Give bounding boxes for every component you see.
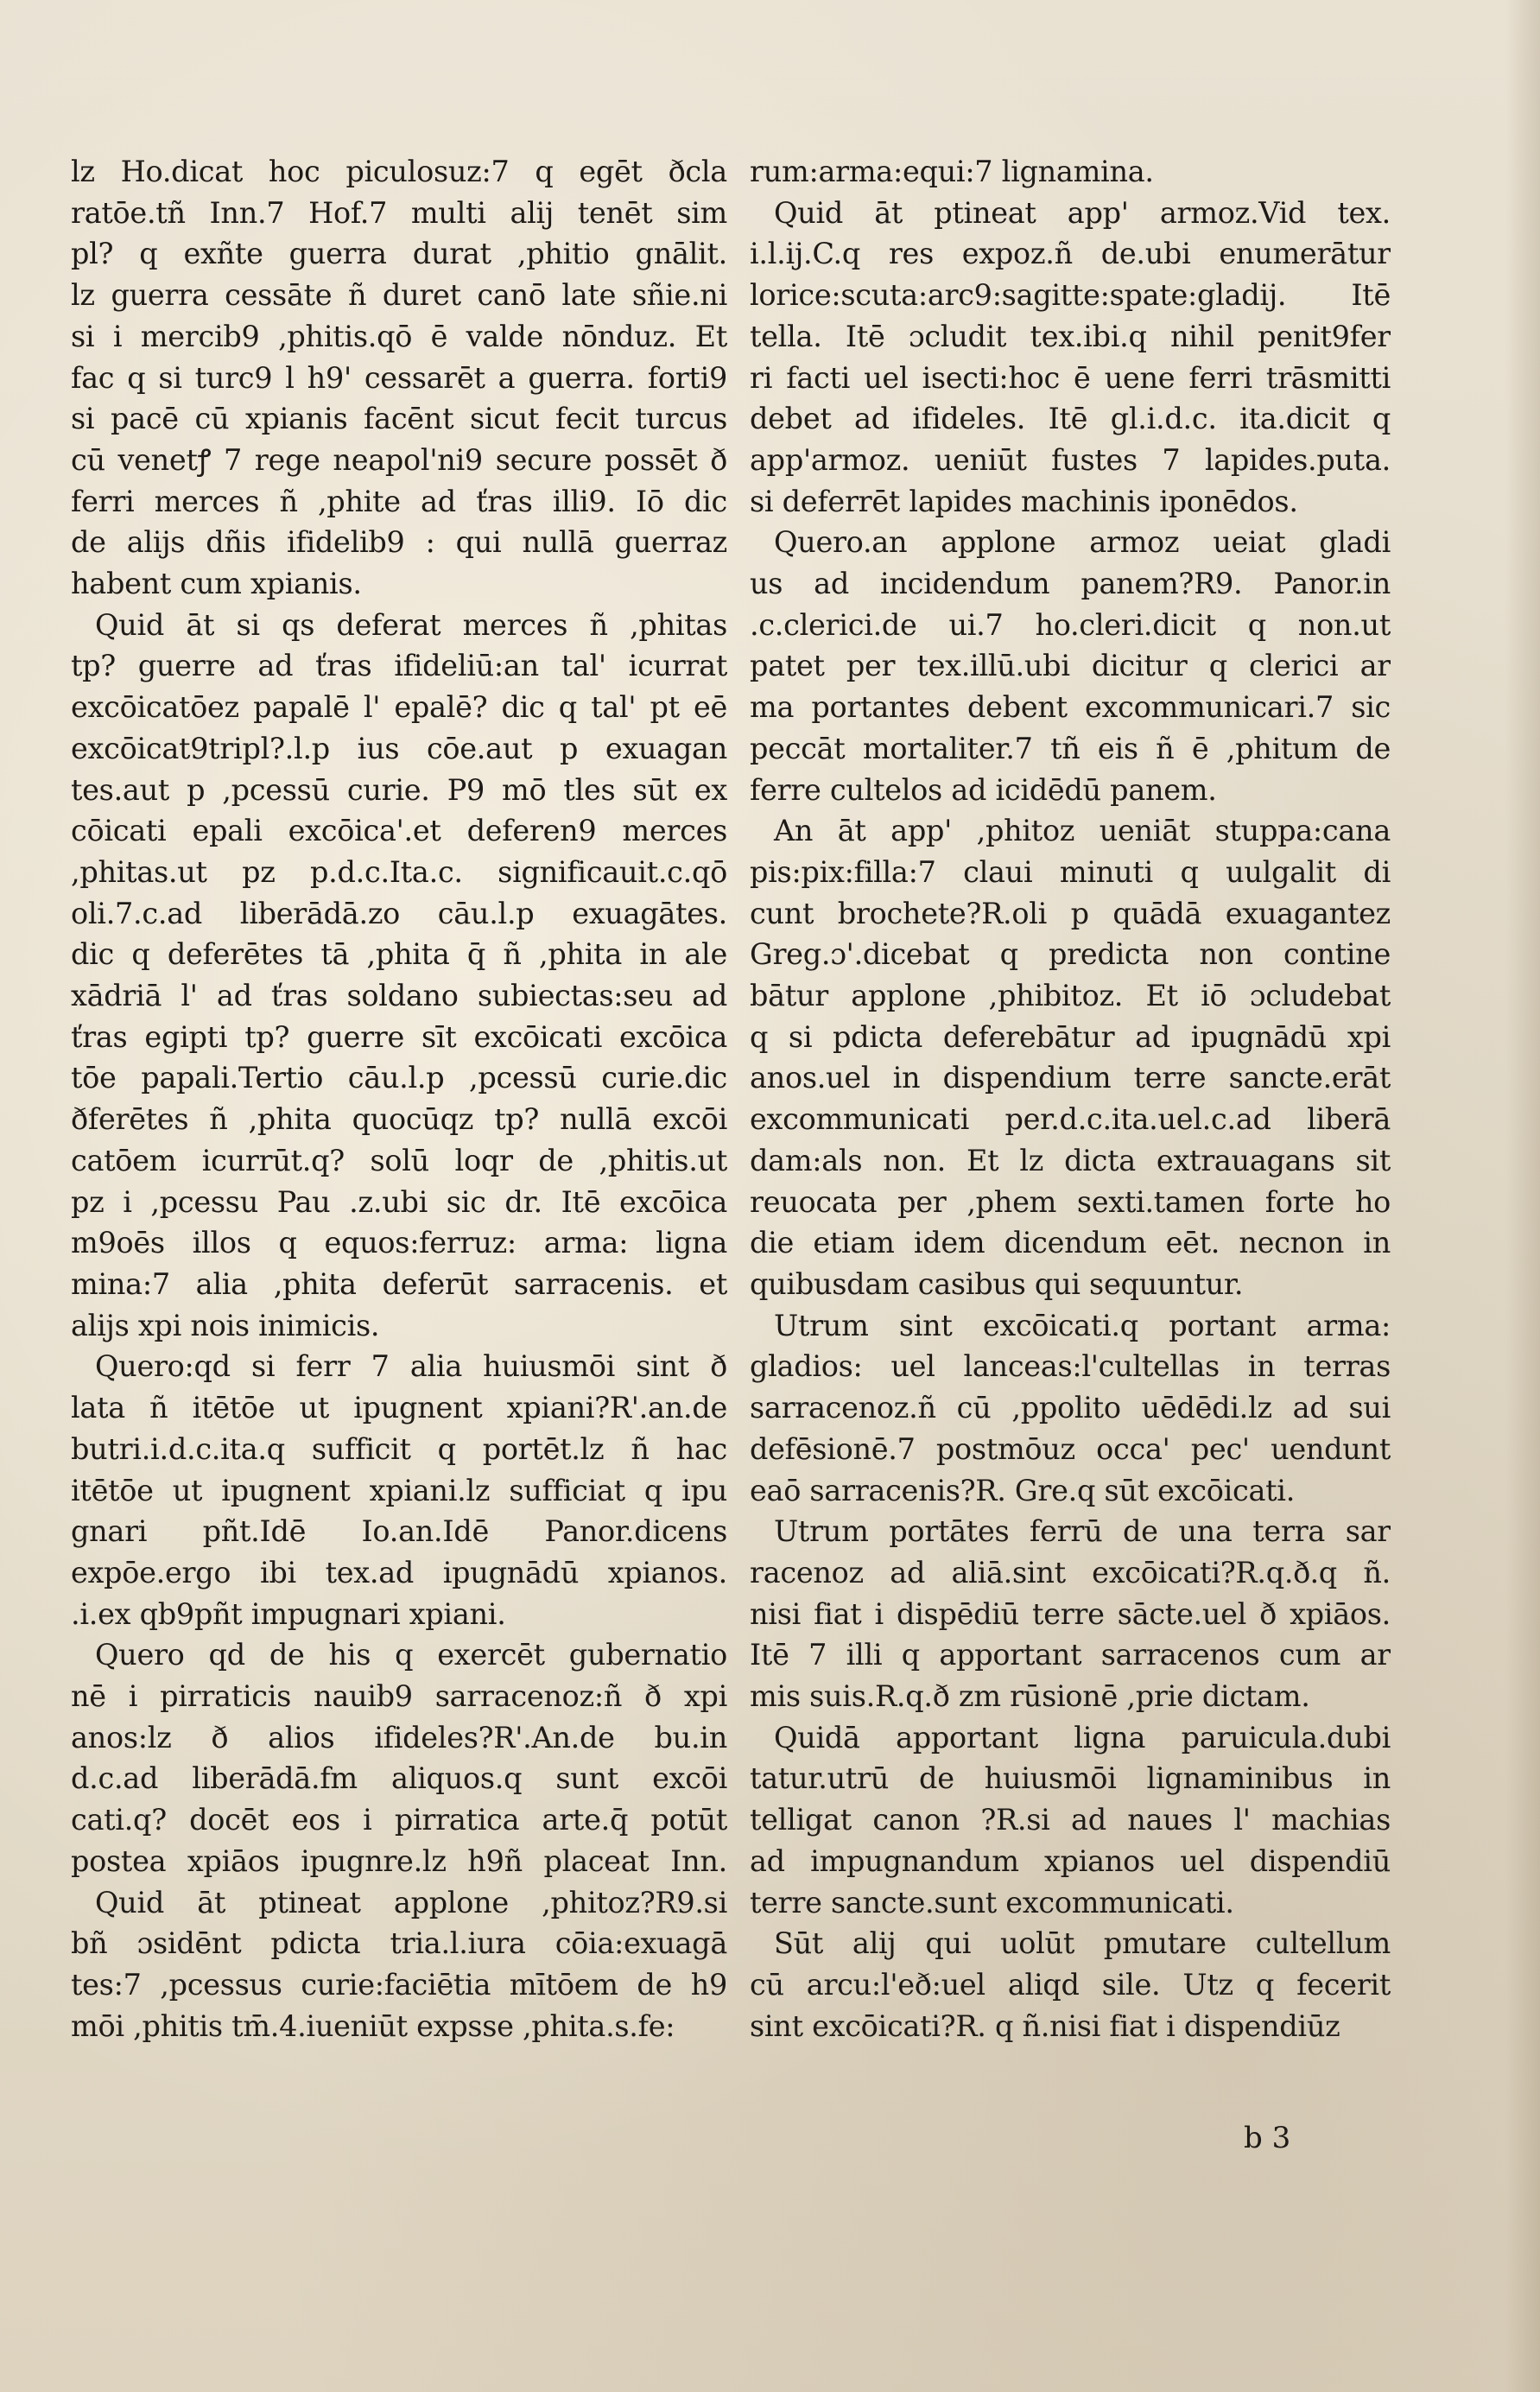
- left-column-line: Quero:qd si ferr 7 alia huiusmōi sint ð: [95, 1349, 727, 1384]
- left-column-line: tes.aut p ,pcessū curie. P9 mō tles sūt ex: [71, 772, 727, 807]
- right-column-line: quibusdam casibus qui sequuntur.: [750, 1266, 1244, 1301]
- right-column-line: patet per tex.illū.ubi dicitur q clerici ar: [750, 649, 1391, 683]
- left-column-line: itētōe ut ipugnent xpiani.lz sufficiat q ipu: [71, 1473, 727, 1507]
- right-column-line: nisi fiat i dispēdiū terre sācte.uel ð xpiāos.: [750, 1596, 1391, 1631]
- right-column-line: Quero.an applone armoz ueiat gladi: [774, 525, 1391, 560]
- left-column-line: si i mercib9 ,phitis.qō ē valde nōnduz. Et: [71, 319, 727, 353]
- left-column-line: anos:lz ð alios ifideles?R'.An.de bu.in: [71, 1720, 727, 1754]
- right-column-line: q si pdicta deferebātur ad ipugnādū xpi: [750, 1019, 1391, 1054]
- right-column-line: lorice:scuta:arc9:sagitte:spate:gladij. Itē: [750, 278, 1391, 313]
- left-column-line: xādriā l' ad ťras soldano subiectas:seu ad: [71, 979, 727, 1013]
- left-column-line: excōicatōez papalē l' epalē? dic q tal' pt eē: [71, 690, 727, 725]
- left-column-line: gnari pñt.Idē Io.an.Idē Panor.dicens: [71, 1514, 727, 1549]
- left-column-line: dic q deferētes tā ,phita q̄ ñ ,phita in ale: [71, 937, 727, 972]
- right-column-line: reuocata per ,phem sexti.tamen forte ho: [750, 1184, 1391, 1219]
- right-column-line: bātur applone ,phibitoz. Et iō ɔcludebat: [750, 979, 1391, 1013]
- right-column-line: Itē 7 illi q apportant sarracenos cum ar: [750, 1638, 1391, 1672]
- right-column-line: i.l.ij.C.q res expoz.ñ de.ubi enumerātur: [750, 237, 1391, 271]
- right-column-line: ri facti uel isecti:hoc ē uene ferri trāsmitti: [750, 360, 1391, 395]
- right-column-line: tella. Itē ɔcludit tex.ibi.q nihil penit9fer: [750, 319, 1391, 353]
- left-column-line: tes:7 ,pcessus curie:faciētia mītōem de h9: [71, 1967, 727, 2002]
- left-column-line: m9oēs illos q equos:ferruz: arma: ligna: [71, 1226, 727, 1260]
- right-column-line: dam:als non. Et lz dicta extrauagans sit: [750, 1143, 1391, 1177]
- right-column-line: debet ad ifideles. Itē gl.i.d.c. ita.dicit q: [750, 402, 1391, 436]
- left-column-line: alijs xpi nois inimicis.: [71, 1308, 380, 1342]
- right-column-line: pis:pix:filla:7 claui minuti q uulgalit di: [750, 854, 1391, 889]
- left-column-line: excōicat9tripl?.l.p ius cōe.aut p exuagan: [71, 731, 727, 765]
- right-column-line: tatur.utrū de huiusmōi lignaminibus in: [750, 1761, 1391, 1796]
- left-column-line: ratōe.tñ Inn.7 Hof.7 multi alij tenēt sim: [71, 195, 727, 230]
- left-column-line: postea xpiāos ipugnre.lz h9ñ placeat Inn.: [71, 1843, 727, 1878]
- left-column-line: bñ ɔsidēnt pdicta tria.l.iura cōia:exuagā: [71, 1926, 727, 1961]
- left-column-line: nē i pirraticis nauib9 sarracenoz:ñ ð xpi: [71, 1679, 727, 1714]
- right-column-line: Sūt alij qui uolūt pmutare cultellum: [774, 1926, 1391, 1961]
- right-column-line: Greg.ɔ'.dicebat q predicta non contine: [750, 937, 1391, 972]
- left-column-line: pz i ,pcessu Pau .z.ubi sic dr. Itē excōica: [71, 1184, 727, 1219]
- left-column-line: d.c.ad liberādā.fm aliquos.q sunt excōi: [71, 1761, 727, 1796]
- right-column-line: terre sancte.sunt excommunicati.: [750, 1885, 1234, 1919]
- right-column-line: si deferrēt lapides machinis iponēdos.: [750, 484, 1298, 518]
- left-column-line: tp? guerre ad ťras ifideliū:an tal' icurrat: [71, 649, 727, 683]
- right-column-line: app'armoz. ueniūt fustes 7 lapides.puta.: [750, 442, 1391, 477]
- left-column-line: Quero qd de his q exercēt gubernatio: [95, 1638, 727, 1672]
- left-column-line: de alijs dñis ifidelib9 : qui nullā guerraz: [71, 525, 727, 560]
- left-column-line: fac q si turc9 l h9' cessarēt a guerra. forti9: [71, 360, 727, 395]
- left-column-line: habent cum xpianis.: [71, 567, 362, 601]
- left-column-line: oli.7.c.ad liberādā.zo cāu.l.p exuagātes.: [71, 896, 727, 930]
- right-column-line: Utrum sint excōicati.q portant arma:: [774, 1308, 1391, 1342]
- left-column-line: mōi ,phitis tm̄.4.iueniūt expsse ,phita.s.fe:: [71, 2008, 675, 2043]
- left-column-line: ferri merces ñ ,phite ad ťras illi9. Iō dic: [71, 484, 727, 518]
- right-column-line: defēsionē.7 postmōuz occa' pec' uendunt: [750, 1431, 1391, 1466]
- left-column-line: si pacē cū xpianis facēnt sicut fecit turcus: [71, 402, 727, 436]
- right-column-line: mis suis.R.q.ð zm rūsionē ,prie dictam.: [750, 1679, 1310, 1714]
- left-column-line: cati.q? docēt eos i pirratica arte.q̄ potūt: [71, 1803, 727, 1837]
- right-column-line: excommunicati per.d.c.ita.uel.c.ad liberā: [750, 1102, 1391, 1137]
- left-column-line: ðferētes ñ ,phita quocūqz tp? nullā excōi: [71, 1102, 727, 1137]
- left-column-line: Quid āt ptineat applone ,phitoz?R9.si: [95, 1885, 727, 1919]
- right-column-line: ma portantes debent excommunicari.7 sic: [750, 690, 1391, 725]
- right-column-line: peccāt mortaliter.7 tñ eis ñ ē ,phitum de: [750, 731, 1391, 765]
- right-column-line: die etiam idem dicendum eēt. necnon in: [750, 1226, 1391, 1260]
- left-column-line: .i.ex qb9pñt impugnari xpiani.: [71, 1596, 506, 1631]
- left-column-line: lz guerra cessāte ñ duret canō late sñie.ni: [71, 278, 727, 313]
- right-column-line: rum:arma:equi:7 lignamina.: [750, 155, 1154, 188]
- left-column-line: Quid āt si qs deferat merces ñ ,phitas: [95, 607, 727, 642]
- left-column-line: lata ñ itētōe ut ipugnent xpiani?R'.an.de: [71, 1391, 727, 1425]
- left-column-line: cū venetꝭ 7 rege neapol'ni9 secure possēt ð: [71, 442, 727, 477]
- left-column-line: butri.i.d.c.ita.q sufficit q portēt.lz ñ hac: [71, 1431, 727, 1466]
- right-column-line: racenoz ad aliā.sint excōicati?R.q.ð.q ñ.: [750, 1555, 1391, 1589]
- signature-mark: b 3: [1244, 2121, 1291, 2155]
- left-column-line: ,phitas.ut pz p.d.c.Ita.c. significauit.c.qō: [71, 854, 727, 889]
- left-column-line: tōe papali.Tertio cāu.l.p ,pcessū curie.dic: [71, 1061, 727, 1095]
- left-column-line: cōicati epali excōica'.et deferen9 merces: [71, 814, 727, 848]
- right-column-line: telligat canon ?R.si ad naues l' machias: [750, 1803, 1391, 1837]
- right-column-line: ad impugnandum xpianos uel dispendiū: [750, 1843, 1391, 1878]
- right-column-line: us ad incidendum panem?R9. Panor.in: [750, 567, 1391, 601]
- right-column-line: anos.uel in dispendium terre sancte.erāt: [750, 1061, 1391, 1095]
- right-column-line: .c.clerici.de ui.7 ho.cleri.dicit q non.ut: [750, 607, 1391, 642]
- left-column-line: ťras egipti tp? guerre sīt excōicati excōica: [71, 1019, 727, 1054]
- page-edge-shadow: [1505, 0, 1540, 2392]
- right-column-line: sarracenoz.ñ cū ,ppolito uēdēdi.lz ad sui: [750, 1391, 1391, 1425]
- right-column-line: eaō sarracenis?R. Gre.q sūt excōicati.: [750, 1473, 1296, 1507]
- right-text-column: [750, 151, 1391, 2046]
- right-column-line: Quid āt ptineat app' armoz.Vid tex.: [774, 195, 1391, 230]
- right-column-line: Quidā apportant ligna paruicula.dubi: [774, 1720, 1391, 1754]
- left-text-column: [71, 151, 727, 2046]
- left-column-line: lz Ho.dicat hoc piculosuz:7 q egēt ðcla: [71, 155, 727, 188]
- right-column-line: An āt app' ,phitoz ueniāt stuppa:cana: [774, 814, 1391, 848]
- right-column-line: gladios: uel lanceas:l'cultellas in terras: [750, 1349, 1391, 1384]
- right-column-line: ferre cultelos ad icidēdū panem.: [750, 772, 1217, 807]
- left-column-line: mina:7 alia ,phita deferūt sarracenis. et: [71, 1266, 727, 1301]
- right-column-line: cunt brochete?R.oli p quādā exuagantez: [750, 896, 1391, 930]
- right-column-line: sint excōicati?R. q ñ.nisi fiat i dispendiūz: [750, 2008, 1340, 2043]
- right-column-line: Utrum portātes ferrū de una terra sar: [774, 1514, 1391, 1549]
- left-column-line: expōe.ergo ibi tex.ad ipugnādū xpianos.: [71, 1555, 727, 1589]
- left-column-line: pl? q exñte guerra durat ,phitio gnālit.: [71, 237, 727, 271]
- right-column-line: cū arcu:l'eð:uel aliqd sile. Utz q fecerit: [750, 1967, 1391, 2002]
- left-column-line: catōem icurrūt.q? solū loqr de ,phitis.ut: [71, 1143, 727, 1177]
